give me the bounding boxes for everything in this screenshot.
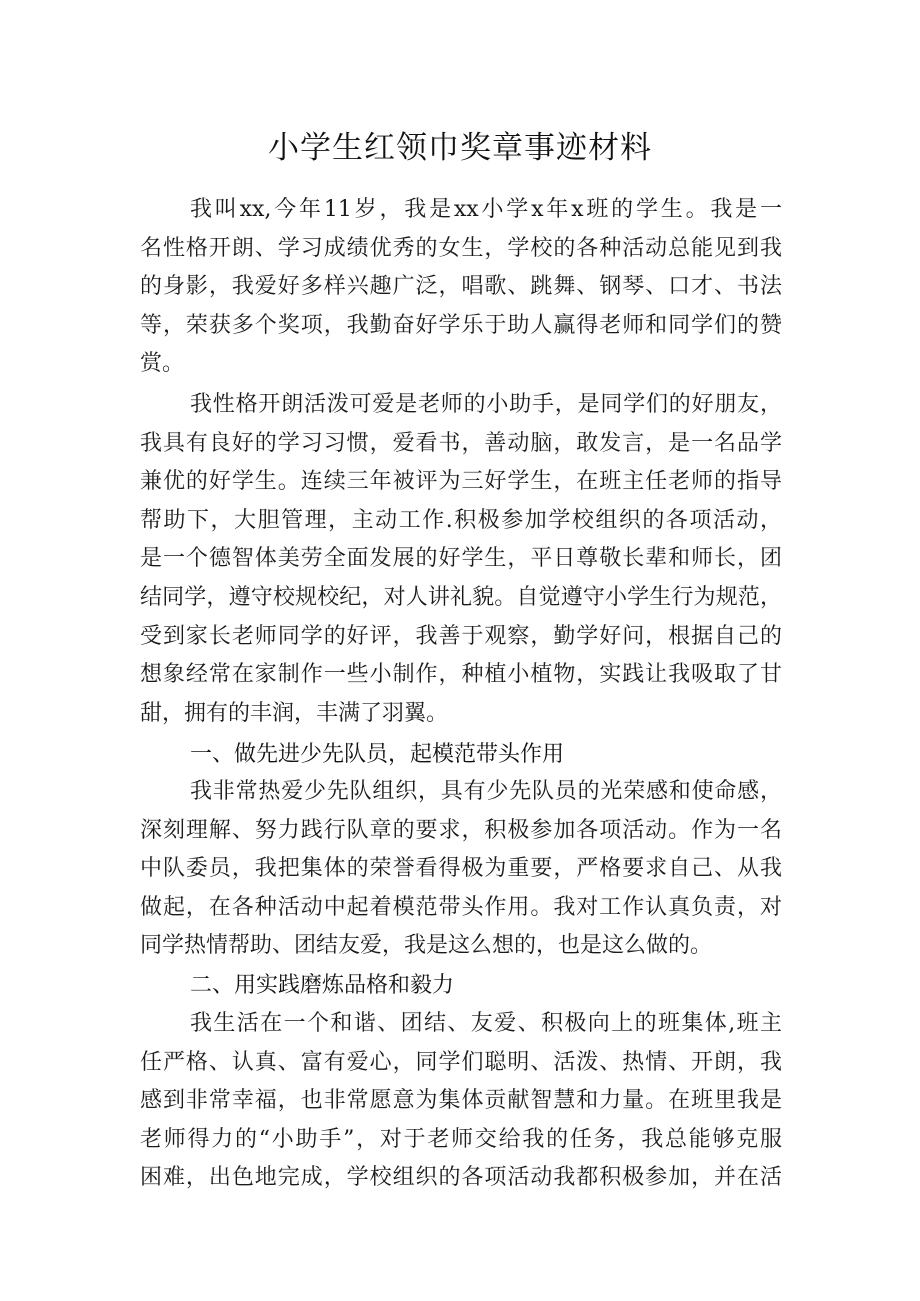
paragraph-line: 赏。 bbox=[140, 351, 185, 376]
paragraph-line: 感到非常幸福，也非常愿意为集体贡献智慧和力量。在班里我是 bbox=[140, 1088, 782, 1113]
paragraph-line: 我具有良好的学习习惯，爱看书，善动脑，敢发言，是一名品学 bbox=[140, 431, 782, 456]
paragraph-line: 的身影，我爱好多样兴趣广泛，唱歌、跳舞、钢琴、口才、书法 bbox=[140, 274, 782, 299]
paragraph-line: 想象经常在家制作一些小制作，种植小植物，实践让我吸取了甘 bbox=[140, 662, 782, 687]
paragraph-line: 我叫xx,今年11岁，我是xx小学x年x班的学生。我是一 bbox=[190, 197, 782, 222]
paragraph-line: 结同学，遵守校规校纪，对人讲礼貌。自觉遵守小学生行为规范， bbox=[140, 585, 782, 610]
section-heading: 二、用实践磨炼品格和毅力 bbox=[190, 973, 455, 998]
paragraph-line: 中队委员，我把集体的荣誉看得极为重要，严格要求自己、从我 bbox=[140, 856, 782, 881]
paragraph-line: 是一个德智体美劳全面发展的好学生，平日尊敬长辈和师长，团 bbox=[140, 546, 782, 571]
paragraph-line: 做起，在各种活动中起着模范带头作用。我对工作认真负责，对 bbox=[140, 895, 782, 920]
paragraph-line: 甜，拥有的丰润，丰满了羽翼。 bbox=[140, 701, 449, 726]
paragraph-line: 我非常热爱少先队组织，具有少先队员的光荣感和使命感， bbox=[190, 779, 782, 804]
paragraph-line: 困难，出色地完成，学校组织的各项活动我都积极参加，并在活 bbox=[140, 1165, 782, 1190]
paragraph-line: 老师得力的“小助手”，对于老师交给我的任务，我总能够克服 bbox=[140, 1127, 782, 1152]
paragraph-line: 兼优的好学生。连续三年被评为三好学生，在班主任老师的指导 bbox=[140, 469, 782, 494]
paragraph-line: 深刻理解、努力践行队章的要求，积极参加各项活动。作为一名 bbox=[140, 818, 782, 843]
paragraph-line: 任严格、认真、富有爱心，同学们聪明、活泼、热情、开朗，我 bbox=[140, 1050, 782, 1075]
section-heading: 一、做先进少先队员，起模范带头作用 bbox=[190, 742, 565, 767]
paragraph-line: 我生活在一个和谐、团结、友爱、积极向上的班集体,班主 bbox=[190, 1011, 782, 1036]
paragraph-line: 受到家长老师同学的好评，我善于观察，勤学好问，根据自己的 bbox=[140, 624, 782, 649]
document-title: 小学生红领巾奖章事迹材料 bbox=[268, 130, 652, 166]
paragraph-line: 同学热情帮助、团结友爱，我是这么想的，也是这么做的。 bbox=[140, 933, 713, 958]
paragraph-line: 我性格开朗活泼可爱是老师的小助手，是同学们的好朋友， bbox=[190, 392, 782, 417]
paragraph-line: 名性格开朗、学习成绩优秀的女生，学校的各种活动总能见到我 bbox=[140, 236, 782, 261]
paragraph-line: 等，荣获多个奖项，我勤奋好学乐于助人赢得老师和同学们的赞 bbox=[140, 313, 782, 338]
paragraph-line: 帮助下，大胆管理，主动工作.积极参加学校组织的各项活动， bbox=[140, 508, 782, 533]
